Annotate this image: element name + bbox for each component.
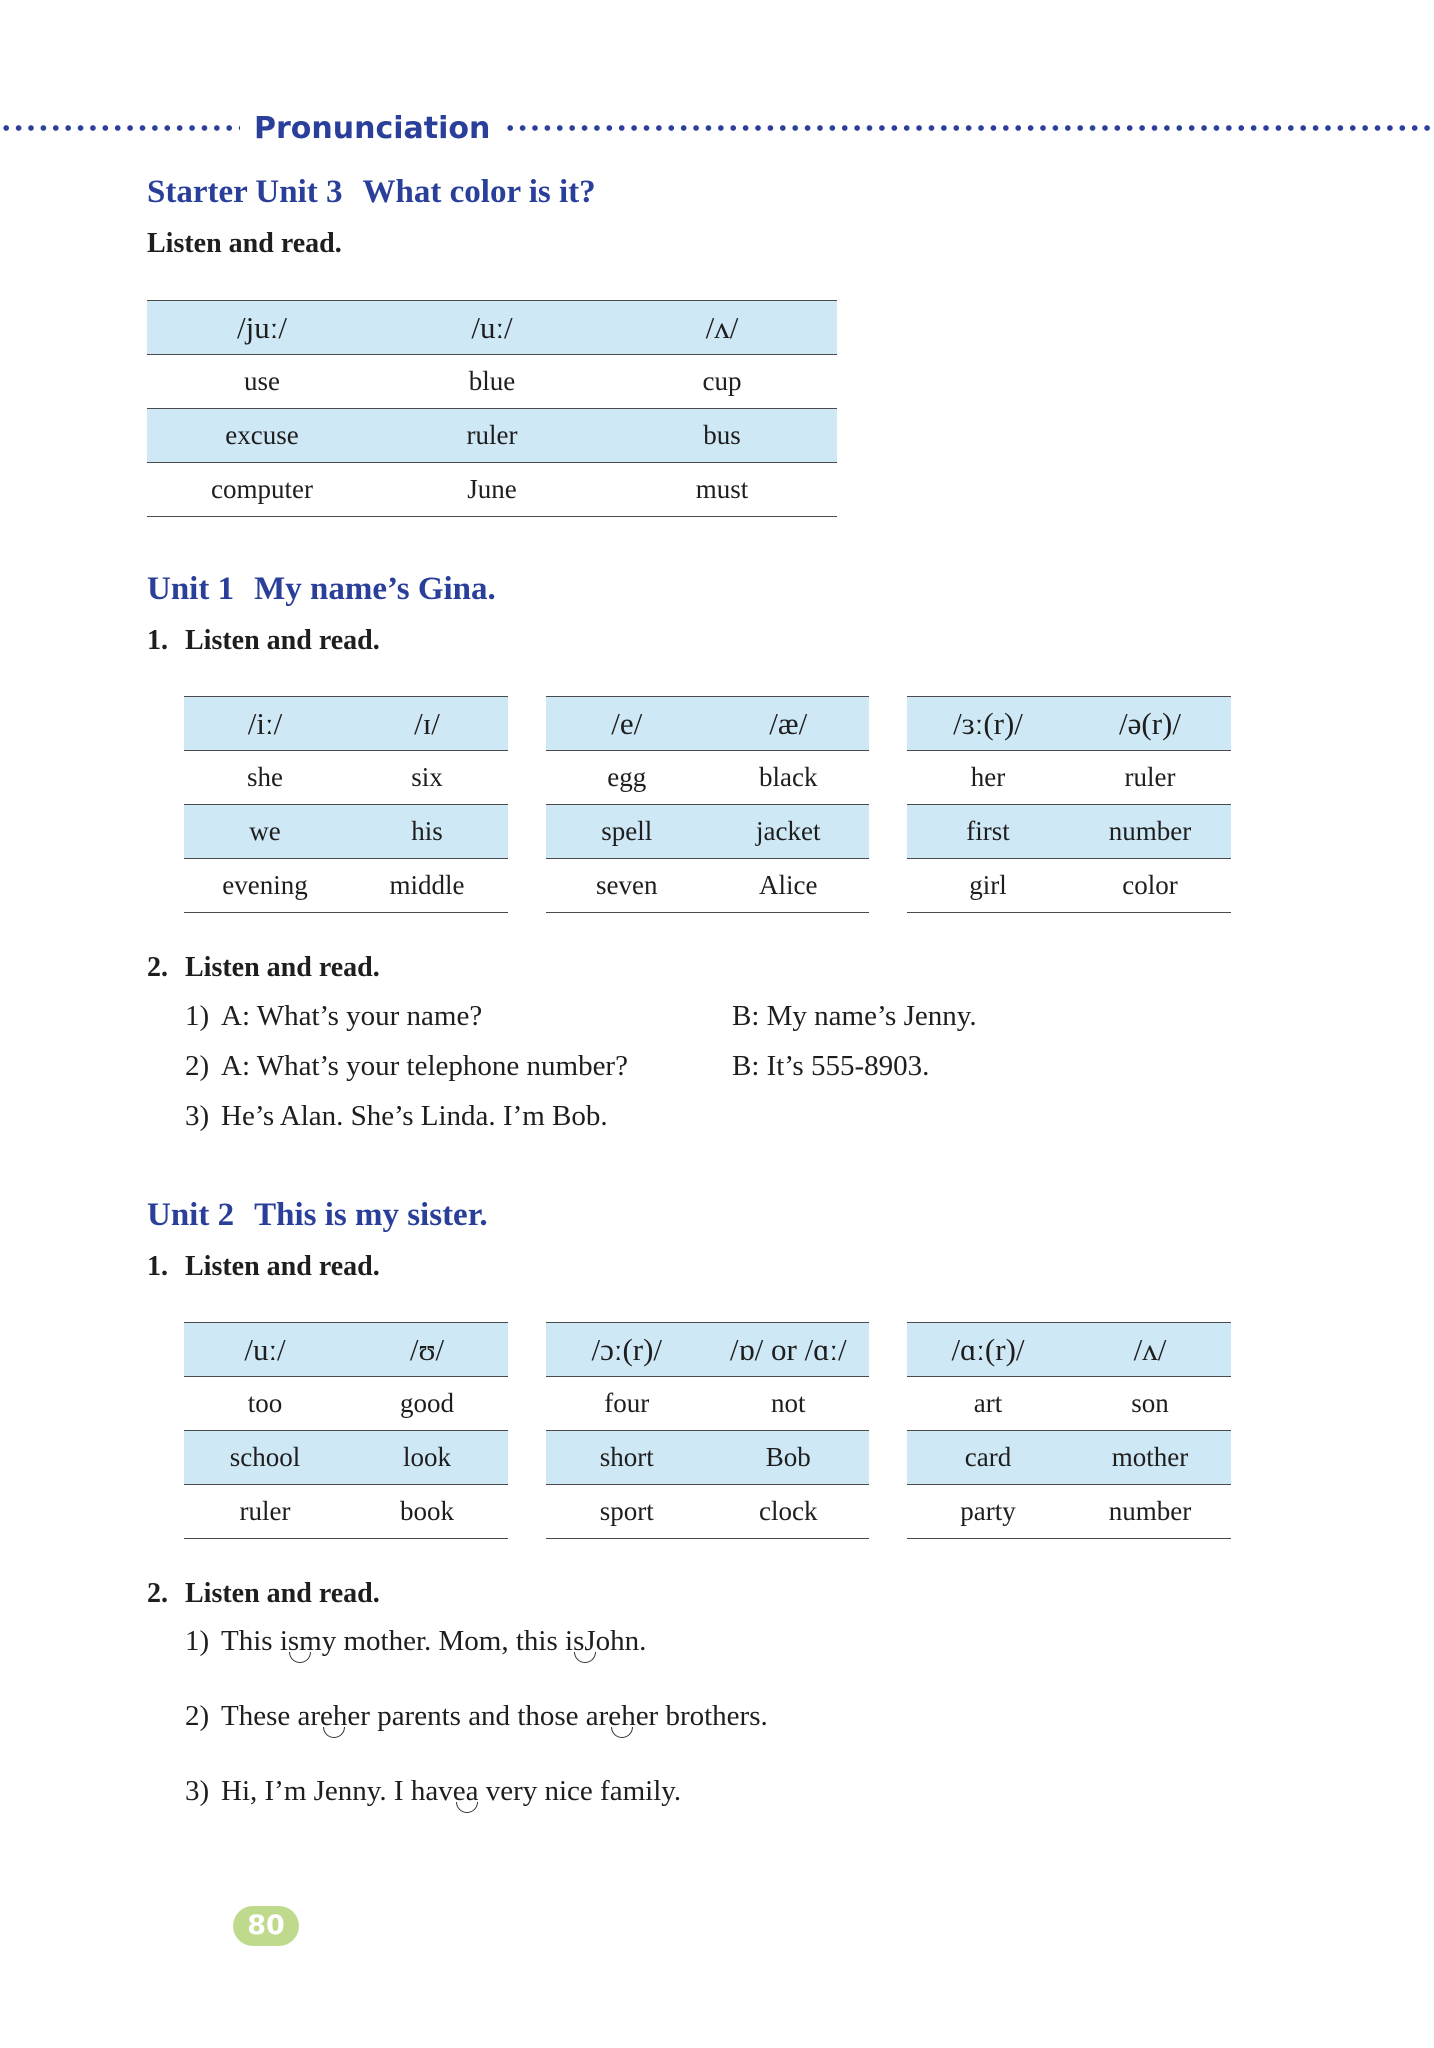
sentence-word: nice	[544, 1775, 593, 1807]
word-cell: girl	[907, 859, 1069, 913]
table-row	[907, 859, 1231, 913]
word-cell: good	[346, 1377, 508, 1431]
line-text-a: A: What’s your name?	[221, 1000, 483, 1032]
table-row	[546, 1485, 869, 1539]
sentence-word: Hi,	[221, 1775, 258, 1807]
phoneme-cell: /ʌ/	[607, 301, 837, 355]
unit-2-title	[147, 1197, 488, 1234]
unit-1-title	[147, 571, 496, 608]
phoneme-cell: /ɔː(r)/	[546, 1323, 708, 1377]
sentence-word: and	[468, 1700, 511, 1732]
word-cell: computer	[147, 463, 377, 517]
part-number: 2.	[147, 1578, 168, 1609]
word-cell: not	[708, 1377, 870, 1431]
part-number: 1.	[147, 625, 168, 656]
phoneme-cell: /iː/	[184, 697, 346, 751]
unit-number: Starter Unit 3	[147, 174, 343, 210]
word-cell: Alice	[708, 859, 870, 913]
table-header-row	[184, 697, 508, 751]
sentence-word: is	[565, 1625, 585, 1657]
dialogue-reply: B: It’s 555-8903.	[732, 1050, 930, 1082]
word-cell: look	[346, 1431, 508, 1485]
part-label: Listen and read.	[185, 952, 380, 983]
sentence-word: Jenny.	[313, 1775, 387, 1807]
sentence-word: These	[221, 1700, 291, 1732]
table-header-row	[546, 697, 869, 751]
line-number: 2)	[185, 1700, 210, 1732]
unit-2-part-2-instruction	[147, 1578, 380, 1610]
table-row	[907, 1485, 1231, 1539]
word-cell: his	[346, 805, 508, 859]
unit-2-sound-table-3	[907, 1322, 1231, 1539]
sentence-word: mother.	[343, 1625, 432, 1657]
sentence-word: family.	[600, 1775, 682, 1807]
word-cell: ruler	[377, 409, 607, 463]
table-row	[907, 1377, 1231, 1431]
starter-unit-3-sound-table	[147, 300, 837, 517]
word-cell: bus	[607, 409, 837, 463]
unit-1-part-2-instruction	[147, 952, 380, 984]
unit-1-sound-table-1	[184, 696, 508, 913]
sentence-word: parents	[377, 1700, 461, 1732]
word-cell: Bob	[708, 1431, 870, 1485]
line-number: 1)	[185, 1000, 210, 1032]
part-label: Listen and read.	[185, 625, 380, 656]
sentence-word: a	[465, 1775, 479, 1807]
word-cell: seven	[546, 859, 708, 913]
table-row	[147, 409, 837, 463]
sentence-text	[221, 1775, 681, 1807]
table-row	[184, 751, 508, 805]
unit-name: What color is it?	[362, 174, 596, 210]
sentence-word: Mom,	[438, 1625, 509, 1657]
sentence-word: her	[332, 1700, 370, 1732]
table-header-row	[147, 301, 837, 355]
sentence-text	[221, 1625, 646, 1657]
word-cell: number	[1069, 805, 1231, 859]
word-cell: spell	[546, 805, 708, 859]
word-cell: art	[907, 1377, 1069, 1431]
table-row	[546, 859, 869, 913]
section-header	[0, 108, 1434, 148]
sentence-word: I	[393, 1775, 404, 1807]
unit-1-sound-table-3	[907, 696, 1231, 913]
phoneme-cell: /æ/	[708, 697, 870, 751]
table-row	[546, 1431, 869, 1485]
line-number: 1)	[185, 1625, 210, 1657]
sentence-word: I’m	[264, 1775, 307, 1807]
table-row	[184, 1431, 508, 1485]
sentence-word: is	[279, 1625, 300, 1657]
phoneme-cell: /ɒ/ or /ɑː/	[708, 1323, 870, 1377]
word-cell: clock	[708, 1485, 870, 1539]
table-row	[184, 859, 508, 913]
sentence-word: her	[621, 1700, 659, 1732]
word-cell: first	[907, 805, 1069, 859]
word-cell: jacket	[708, 805, 870, 859]
line-number: 3)	[185, 1100, 210, 1132]
table-header-row	[546, 1323, 869, 1377]
word-cell: ruler	[184, 1485, 346, 1539]
sentence-word: are	[585, 1700, 622, 1732]
dialogue-reply: B: My name’s Jenny.	[732, 1000, 977, 1032]
sentence-word: brothers.	[665, 1700, 768, 1732]
dialogue-line	[185, 1100, 608, 1133]
sentence-word: This	[221, 1625, 273, 1657]
table-header-row	[907, 697, 1231, 751]
dotted-rule-left	[0, 125, 240, 131]
sentence-word: those	[517, 1700, 579, 1732]
part-number: 2.	[147, 952, 168, 983]
word-cell: use	[147, 355, 377, 409]
word-cell: six	[346, 751, 508, 805]
phoneme-cell: /ʊ/	[346, 1323, 508, 1377]
table-row	[907, 751, 1231, 805]
unit-name: My name’s Gina.	[254, 571, 496, 607]
phoneme-cell: /e/	[546, 697, 708, 751]
word-cell: black	[708, 751, 870, 805]
word-cell: short	[546, 1431, 708, 1485]
sentence-word: my	[299, 1625, 337, 1657]
phoneme-cell: /juː/	[147, 301, 377, 355]
word-cell: son	[1069, 1377, 1231, 1431]
table-header-row	[184, 1323, 508, 1377]
table-row	[184, 1377, 508, 1431]
word-cell: four	[546, 1377, 708, 1431]
table-row	[546, 751, 869, 805]
table-row	[147, 463, 837, 517]
line-number: 3)	[185, 1775, 210, 1807]
unit-2-sound-table-2	[546, 1322, 869, 1539]
linking-sentence	[185, 1700, 768, 1733]
line-text-a: A: What’s your telephone number?	[221, 1050, 628, 1082]
table-row	[907, 1431, 1231, 1485]
word-cell: number	[1069, 1485, 1231, 1539]
sentence-word: this	[515, 1625, 558, 1657]
starter-unit-3-title	[147, 174, 596, 211]
table-row	[184, 1485, 508, 1539]
table-header-row	[907, 1323, 1231, 1377]
word-cell: must	[607, 463, 837, 517]
sentence-word: are	[297, 1700, 333, 1732]
table-row	[907, 805, 1231, 859]
word-cell: school	[184, 1431, 346, 1485]
starter-unit-3-instruction: Listen and read.	[147, 228, 342, 259]
word-cell: June	[377, 463, 607, 517]
word-cell: blue	[377, 355, 607, 409]
sentence-word: John.	[584, 1625, 647, 1657]
dotted-rule-right	[504, 125, 1434, 131]
word-cell: excuse	[147, 409, 377, 463]
word-cell: card	[907, 1431, 1069, 1485]
table-row	[546, 805, 869, 859]
word-cell: too	[184, 1377, 346, 1431]
sentence-word: very	[485, 1775, 538, 1807]
page-number: 80	[233, 1906, 299, 1946]
unit-1-sound-table-2	[546, 696, 869, 913]
section-header-title: Pronunciation	[254, 110, 491, 146]
line-number: 2)	[185, 1050, 210, 1082]
word-cell: she	[184, 751, 346, 805]
unit-2-part-1-instruction	[147, 1251, 380, 1283]
part-label: Listen and read.	[185, 1251, 380, 1282]
linking-sentence	[185, 1775, 681, 1808]
unit-number: Unit 1	[147, 571, 235, 607]
line-text-a: He’s Alan. She’s Linda. I’m Bob.	[221, 1100, 608, 1132]
phoneme-cell: /ɪ/	[346, 697, 508, 751]
word-cell: color	[1069, 859, 1231, 913]
phoneme-cell: /ɑː(r)/	[907, 1323, 1069, 1377]
part-number: 1.	[147, 1251, 168, 1282]
table-row	[546, 1377, 869, 1431]
word-cell: sport	[546, 1485, 708, 1539]
phoneme-cell: /uː/	[184, 1323, 346, 1377]
phoneme-cell: /ə(r)/	[1069, 697, 1231, 751]
unit-1-part-1-instruction	[147, 625, 380, 657]
word-cell: evening	[184, 859, 346, 913]
word-cell: party	[907, 1485, 1069, 1539]
phoneme-cell: /ɜː(r)/	[907, 697, 1069, 751]
word-cell: egg	[546, 751, 708, 805]
part-label: Listen and read.	[185, 1578, 380, 1609]
word-cell: cup	[607, 355, 837, 409]
word-cell: her	[907, 751, 1069, 805]
linking-sentence	[185, 1625, 646, 1658]
dialogue-line	[185, 1000, 482, 1033]
phoneme-cell: /uː/	[377, 301, 607, 355]
unit-number: Unit 2	[147, 1197, 235, 1233]
sentence-word: have	[410, 1775, 466, 1807]
table-row	[147, 355, 837, 409]
word-cell: middle	[346, 859, 508, 913]
word-cell: book	[346, 1485, 508, 1539]
table-row	[184, 805, 508, 859]
phoneme-cell: /ʌ/	[1069, 1323, 1231, 1377]
unit-2-sound-table-1	[184, 1322, 508, 1539]
dialogue-line	[185, 1050, 628, 1083]
word-cell: we	[184, 805, 346, 859]
word-cell: mother	[1069, 1431, 1231, 1485]
sentence-text	[221, 1700, 768, 1732]
unit-name: This is my sister.	[254, 1197, 488, 1233]
word-cell: ruler	[1069, 751, 1231, 805]
